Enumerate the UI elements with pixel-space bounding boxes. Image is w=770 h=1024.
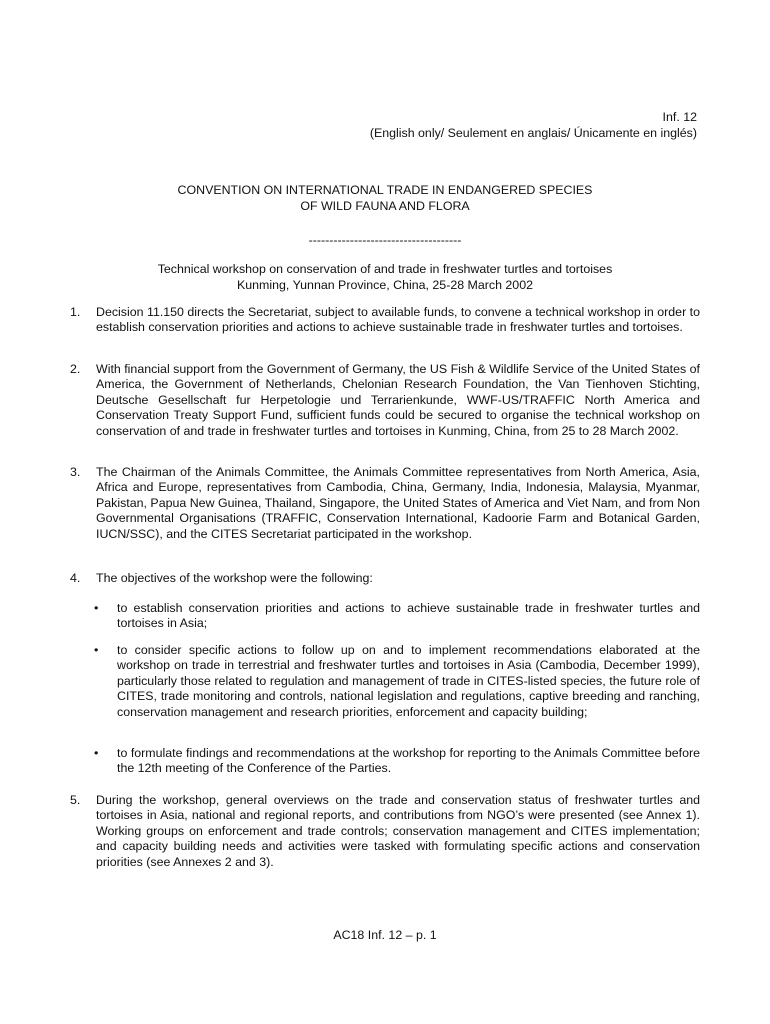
title-line-1: CONVENTION ON INTERNATIONAL TRADE IN ENDANGERED SPECIES [177, 183, 593, 197]
objective-bullet-2 [94, 643, 700, 720]
ref-number: Inf. 12 [662, 110, 697, 124]
document-reference [370, 109, 697, 141]
paragraph-2 [70, 362, 700, 439]
objective-bullet-3 [94, 746, 700, 777]
bullet-text: to consider specific actions to follow up on and to implement recommendations elaborated at the workshop on trade in terrestrial and freshwater turtles and tortoises in Asia (Cambodia, December 1999), particularly those related to regulation and management of trade in CITES-listed species, the future role of CITES, trade monitoring and controls, national legislation and regulations, captive breeding and ranching, conservation management and research priorities, enforcement and capacity building; [117, 643, 700, 719]
bullet-text: to formulate findings and recommendations at the workshop for reporting to the Animals Committee before the 12th meeting of the Conference of the Parties. [117, 746, 700, 776]
bullet-marker: • [94, 746, 99, 760]
paragraph-number: 5. [70, 793, 81, 807]
workshop-location-date: Kunming, Yunnan Province, China, 25-28 March 2002 [237, 278, 533, 292]
workshop-heading [60, 261, 710, 293]
paragraph-number: 2. [70, 362, 81, 376]
paragraph-text: During the workshop, general overviews on the trade and conservation status of freshwater turtles and tortoises in Asia, national and regional reports, and contributions from NGO’s were presented (see Annex 1). Working groups on enforcement and trade controls; conservation management and CITES implementation; and capacity building needs and activities were tasked with formulating specific actions and conservation priorities (see Annexes 2 and 3). [96, 793, 700, 869]
paragraph-3 [70, 465, 700, 542]
paragraph-text: With financial support from the Government of Germany, the US Fish & Wildlife Service of the United States of America, the Government of Netherlands, Chelonian Research Foundation, the Van Tienhoven Stichting, Deutsche Gesellschaft fur Herpetologie und Terrarienkunde, WWF-US/TRAFFIC North America and Conservation Treaty Support Fund, sufficient funds could be secured to organise the technical workshop on conservation of and trade in freshwater turtles and tortoises in Kunming, China, from 25 to 28 March 2002. [96, 362, 700, 438]
paragraph-number: 1. [70, 305, 81, 319]
workshop-title: Technical workshop on conservation of and trade in freshwater turtles and tortoises [157, 262, 613, 276]
convention-title [60, 182, 710, 214]
paragraph-4 [70, 571, 700, 586]
paragraph-text: Decision 11.150 directs the Secretariat, subject to available funds, to convene a technical workshop in order to establish conservation priorities and actions to achieve sustainable trade in freshwater turtles and tortoises. [96, 305, 700, 335]
title-line-2: OF WILD FAUNA AND FLORA [300, 199, 470, 213]
objective-bullet-1 [94, 601, 700, 632]
paragraph-1 [70, 305, 700, 336]
language-note: (English only/ Seulement en anglais/ Únicamente en inglés) [369, 126, 697, 140]
bullet-marker: • [94, 643, 99, 657]
page-footer: AC18 Inf. 12 – p. 1 [333, 928, 437, 942]
bullet-marker: • [94, 601, 99, 615]
bullet-text: to establish conservation priorities and actions to achieve sustainable trade in freshwater turtles and tortoises in Asia; [117, 601, 700, 631]
separator-line: ------------------------------------- [308, 233, 462, 247]
paragraph-number: 3. [70, 465, 81, 479]
paragraph-number: 4. [70, 571, 81, 585]
paragraph-text: The objectives of the workshop were the following: [96, 571, 373, 585]
paragraph-text: The Chairman of the Animals Committee, the Animals Committee representatives from North America, Asia, Africa and Europe, representatives from Cambodia, China, Germany, India, Indonesia, Malaysia, Myanmar, Pakistan, Papua New Guinea, Thailand, Singapore, the United States of America and Viet Nam, and from Non Governmental Organisations (TRAFFIC, Conservation International, Kadoorie Farm and Botanical Garden, IUCN/SSC), and the CITES Secretariat participated in the workshop. [96, 465, 700, 541]
paragraph-5 [70, 793, 700, 870]
